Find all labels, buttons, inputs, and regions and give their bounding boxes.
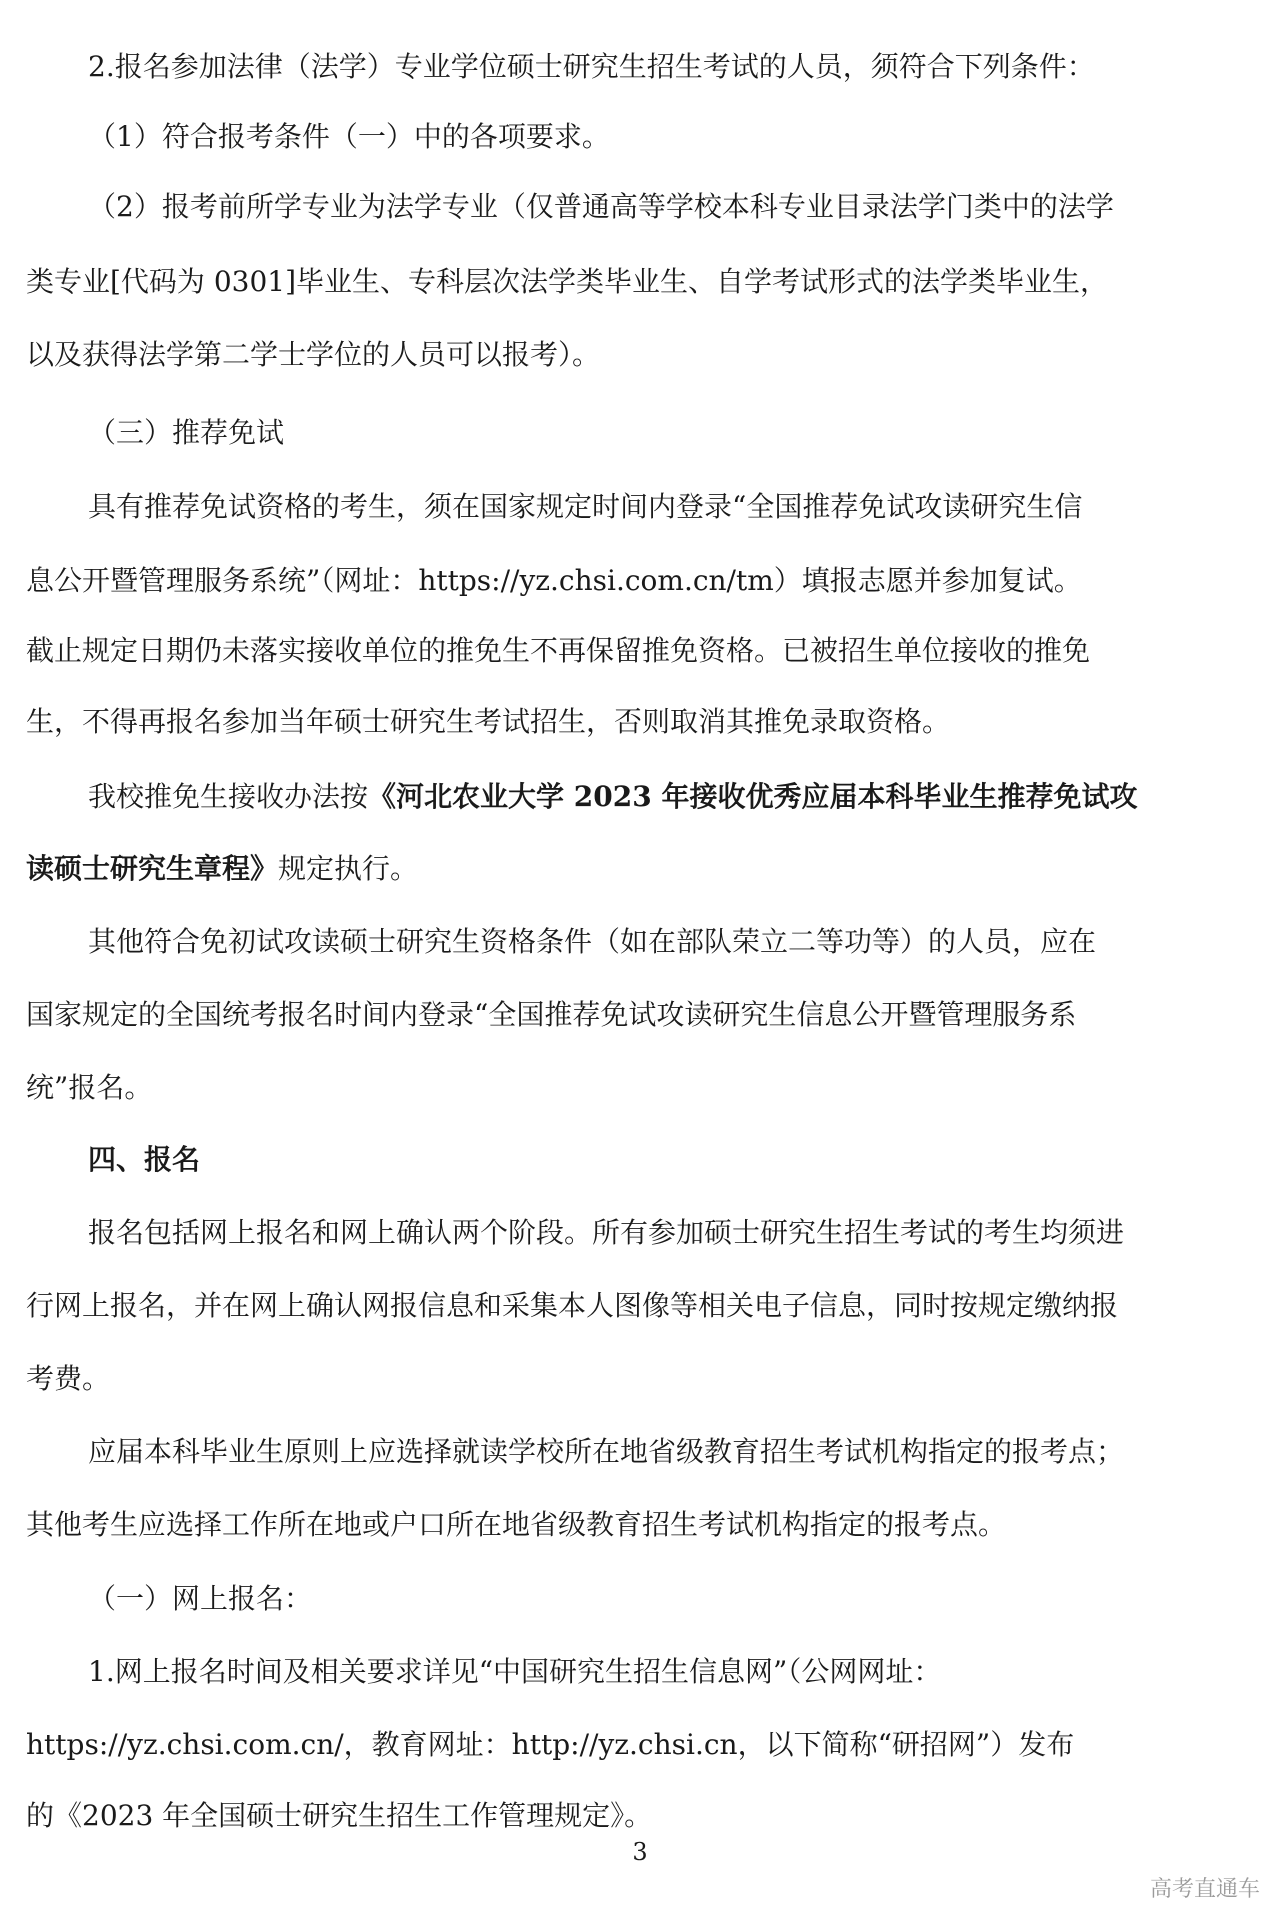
text-line: 统”报名。 xyxy=(26,1071,153,1104)
text-line: 生，不得再报名参加当年硕士研究生考试招生，否则取消其推免录取资格。 xyxy=(26,705,951,738)
text-line: 1.网上报名时间及相关要求详见“中国研究生招生信息网”（公网网址： xyxy=(88,1655,942,1688)
page-number: 3 xyxy=(632,1838,648,1866)
text-line: 国家规定的全国统考报名时间内登录“全国推荐免试攻读研究生信息公开暨管理服务系 xyxy=(26,998,1077,1031)
text-segment: 我校推免生接收办法按 xyxy=(88,780,369,813)
watermark: 高考直通车 xyxy=(1149,1877,1260,1902)
text-line: 以及获得法学第二学士学位的人员可以报考）。 xyxy=(26,338,601,371)
text-line: 考费。 xyxy=(26,1362,111,1395)
text-line: 类专业[代码为 0301]毕业生、专科层次法学类毕业生、自学考试形式的法学类毕业生， xyxy=(26,265,1109,298)
text-line: 具有推荐免试资格的考生，须在国家规定时间内登录“全国推荐免试攻读研究生信 xyxy=(88,490,1083,523)
text-line: https://yz.chsi.com.cn/，教育网址：http://yz.chsi.cn，以下简称“研招网”）发布 xyxy=(26,1728,1075,1761)
text-line: （1）符合报考条件（一）中的各项要求。 xyxy=(88,120,610,153)
text-segment: 规定执行。 xyxy=(278,852,419,885)
text-line: 行网上报名，并在网上确认网报信息和采集本人图像等相关电子信息，同时按规定缴纳报 xyxy=(26,1289,1119,1322)
text-line: 的《2023 年全国硕士研究生招生工作管理规定》。 xyxy=(26,1799,653,1832)
bold-title: 《河北农业大学 2023 年接收优秀应届本科毕业生推荐免试攻 xyxy=(368,780,1138,813)
text-line xyxy=(88,777,1137,817)
text-line: 其他符合免初试攻读硕士研究生资格条件（如在部队荣立二等功等）的人员，应在 xyxy=(88,925,1097,958)
text-line: 应届本科毕业生原则上应选择就读学校所在地省级教育招生考试机构指定的报考点； xyxy=(88,1435,1125,1468)
section-heading: （三）推荐免试 xyxy=(88,416,285,449)
text-line xyxy=(26,849,418,889)
text-line: 报名包括网上报名和网上确认两个阶段。所有参加硕士研究生招生考试的考生均须进 xyxy=(88,1216,1125,1249)
bold-title: 读硕士研究生章程》 xyxy=(26,852,279,885)
text-line: 2.报名参加法律（法学）专业学位硕士研究生招生考试的人员，须符合下列条件： xyxy=(88,50,1095,83)
text-line: 息公开暨管理服务系统”（网址：https://yz.chsi.com.cn/tm）填报志愿并参加复试。 xyxy=(26,564,1082,597)
text-line: （2）报考前所学专业为法学专业（仅普通高等学校本科专业目录法学门类中的法学 xyxy=(88,190,1114,223)
text-line: 截止规定日期仍未落实接收单位的推免生不再保留推免资格。已被招生单位接收的推免 xyxy=(26,634,1091,667)
section-heading: （一）网上报名： xyxy=(88,1582,313,1615)
text-line: 其他考生应选择工作所在地或户口所在地省级教育招生考试机构指定的报考点。 xyxy=(26,1508,1007,1541)
section-heading: 四、报名 xyxy=(88,1143,201,1176)
